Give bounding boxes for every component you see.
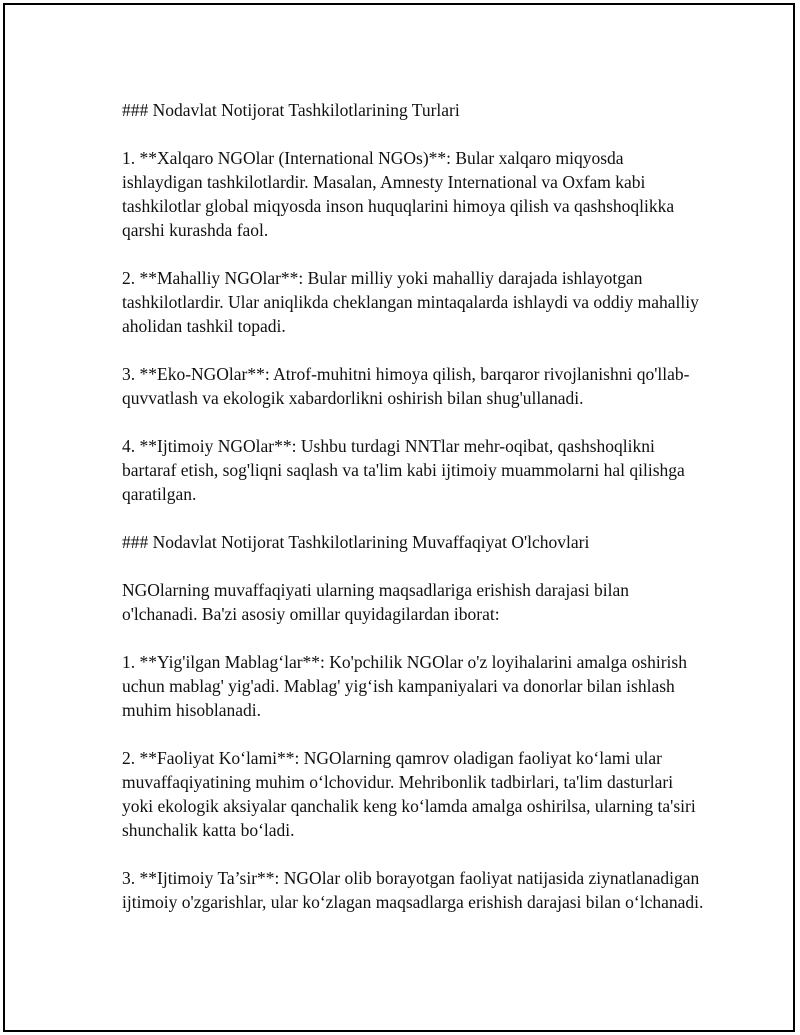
intro-paragraph: NGOlarning muvaffaqiyati ularning maqsadlariga erishish darajasi bilan o'lchanadi. Ba'zi asosiy omillar quyidagilardan iborat: xyxy=(122,580,630,624)
list-item-eco-ngos: 3. **Eko-NGOlar**: Atrof-muhitni himoya qilish, barqaror rivojlanishni qo'llab-quvvatlash va ekologik xabardorlikni oshirish bilan shug'ullanadi. xyxy=(122,364,690,408)
list-item-international-ngos: 1. **Xalqaro NGOlar (International NGOs)**: Bular xalqaro miqyosda ishlaydigan tashkilotlardir. Masalan, Amnesty International va Oxfam kabi tashkilotlar global miqyosda inson huquqlarini himoya qilish va qashshoqlikka qarshi kurashda faol. xyxy=(122,148,675,240)
list-item-social-ngos: 4. **Ijtimoiy NGOlar**: Ushbu turdagi NNTlar mehr-oqibat, qashshoqlikni bartaraf etish, sog'liqni saqlash va ta'lim kabi ijtimoiy muammolarni hal qilishga qaratilgan. xyxy=(122,436,685,504)
section-heading-success-measures: ### Nodavlat Notijorat Tashkilotlarining Muvaffaqiyat O'lchovlari xyxy=(122,532,590,552)
list-item-social-impact: 3. **Ijtimoiy Ta’sir**: NGOlar olib borayotgan faoliyat natijasida ziynatlanadigan ijtimoiy o'zgarishlar, ular ko‘zlagan maqsadlarga erishish darajasi bilan o‘lchanadi. xyxy=(122,868,704,912)
document-body xyxy=(122,98,707,938)
list-item-raised-funds: 1. **Yig'ilgan Mablag‘lar**: Ko'pchilik NGOlar o'z loyihalarini amalga oshirish uchun mablag' yig'adi. Mablag' yig‘ish kampaniyalari va donorlar bilan ishlash muhim hisoblanadi. xyxy=(122,652,687,720)
list-item-local-ngos: 2. **Mahalliy NGOlar**: Bular milliy yoki mahalliy darajada ishlayotgan tashkilotlardir. Ular aniqlikda cheklangan mintaqalarda ishlaydi va oddiy mahalliy aholidan tashkil topadi. xyxy=(122,268,699,336)
list-item-activity-scope: 2. **Faoliyat Ko‘lami**: NGOlarning qamrov oladigan faoliyat ko‘lami ular muvaffaqiyatining muhim o‘lchovidur. Mehribonlik tadbirlari, ta'lim dasturlari yoki ekologik aksiyalar qanchalik keng ko‘lamda amalga oshirilsa, ularning ta'siri shunchalik katta bo‘ladi. xyxy=(122,748,696,840)
section-heading-types: ### Nodavlat Notijorat Tashkilotlarining Turlari xyxy=(122,100,460,120)
document-page xyxy=(3,3,795,1032)
